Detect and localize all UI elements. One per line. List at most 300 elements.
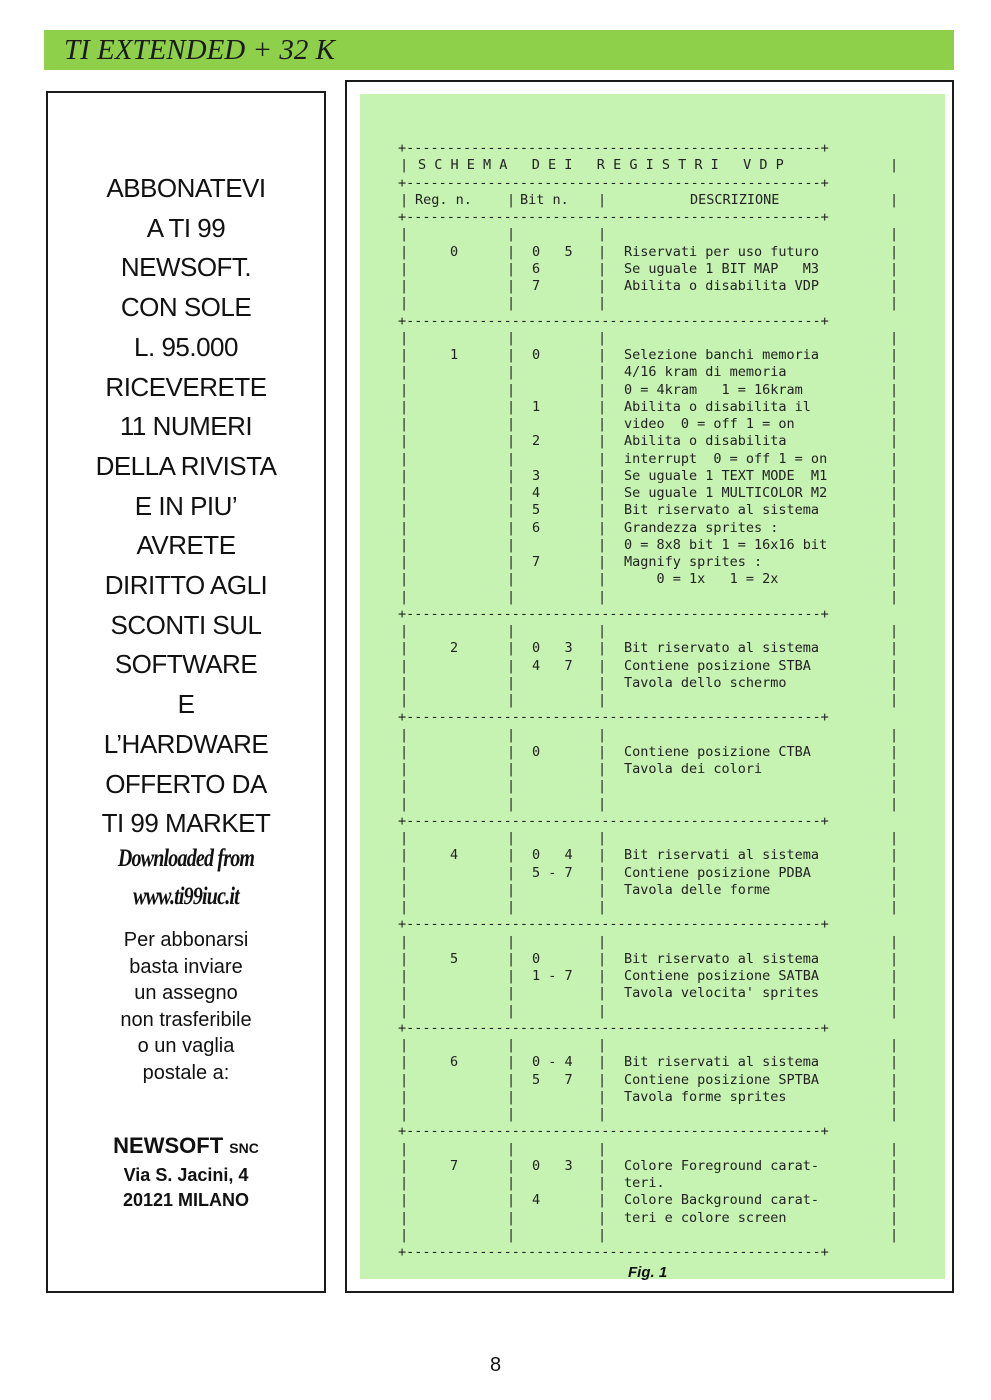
column-separator: |: [400, 588, 409, 605]
column-separator: |: [598, 692, 607, 708]
column-separator: |: [598, 1157, 607, 1174]
promo-line: OFFERTO DA: [105, 768, 267, 799]
bit-number: 5: [532, 502, 541, 519]
column-header-desc: DESCRIZIONE: [690, 191, 780, 208]
bit-number: 0: [532, 743, 541, 760]
promo-line: RICEVERETE: [105, 371, 267, 402]
column-separator: |: [890, 864, 899, 881]
column-separator: |: [507, 416, 516, 432]
column-separator: |: [400, 881, 409, 898]
column-separator: |: [507, 243, 516, 260]
column-separator: |: [507, 571, 516, 588]
column-separator: |: [598, 950, 607, 967]
table-rule: +---------------------------------------------------+: [398, 209, 829, 225]
promo-line: A TI 99: [146, 212, 226, 243]
column-separator: |: [400, 433, 409, 450]
bit-description: Contiene posizione PDBA: [624, 864, 811, 881]
column-separator: |: [507, 295, 516, 312]
bit-description: interrupt 0 = off 1 = on: [624, 450, 828, 467]
bit-number: 6: [532, 519, 541, 536]
bit-description: Tavola dei colori: [624, 761, 763, 777]
column-separator: |: [598, 674, 607, 691]
bit-description: 4/16 kram di memoria: [624, 364, 787, 381]
column-separator: |: [400, 554, 409, 570]
column-separator: |: [507, 950, 516, 967]
column-separator: |: [890, 1106, 899, 1122]
bit-description: Contiene posizione SPTBA: [624, 1071, 820, 1088]
column-separator: |: [400, 1037, 409, 1053]
column-separator: |: [598, 1037, 607, 1053]
column-separator: |: [598, 1088, 607, 1105]
column-separator: |: [400, 761, 409, 777]
column-separator: |: [890, 364, 899, 381]
bit-description: Riservati per uso futuro: [624, 243, 820, 260]
bit-description: Bit riservati al sistema: [624, 1054, 820, 1071]
bit-description: Abilita o disabilita: [624, 433, 787, 450]
column-separator: |: [400, 1071, 409, 1088]
column-separator: |: [890, 899, 899, 915]
column-separator: |: [598, 743, 607, 760]
column-separator: |: [890, 295, 899, 312]
column-separator: |: [890, 1037, 899, 1053]
promo-line: SOFTWARE: [114, 649, 258, 680]
column-separator: |: [400, 1226, 409, 1243]
column-separator: |: [400, 674, 409, 691]
bit-number: 0 3: [532, 1157, 573, 1174]
column-separator: |: [507, 933, 516, 950]
bit-number: 0 4: [532, 847, 573, 864]
column-separator: |: [598, 933, 607, 950]
column-separator: |: [598, 761, 607, 777]
column-separator: |: [598, 433, 607, 450]
column-separator: |: [598, 1054, 607, 1071]
column-separator: |: [507, 467, 516, 484]
column-separator: |: [890, 1175, 899, 1191]
column-separator: |: [507, 329, 516, 346]
column-separator: |: [400, 485, 409, 501]
column-separator: |: [890, 347, 899, 363]
column-separator: |: [598, 571, 607, 588]
column-separator: |: [890, 778, 899, 795]
company-name-line: [48, 1133, 324, 1159]
promo-line: DELLA RIVISTA: [95, 450, 277, 481]
instruction-line: non trasferibile: [120, 1008, 252, 1031]
bit-description: Tavola delle forme: [624, 881, 771, 898]
column-separator: |: [890, 157, 899, 174]
column-separator: |: [400, 1192, 409, 1209]
column-separator: |: [400, 950, 409, 967]
table-title: S C H E M A D E I R E G I S T R I V D P: [418, 157, 784, 174]
column-separator: |: [598, 847, 607, 864]
column-separator: |: [890, 1002, 899, 1019]
column-separator: |: [400, 743, 409, 760]
column-separator: |: [507, 260, 516, 277]
bit-number: 2: [532, 433, 541, 450]
column-separator: |: [598, 968, 607, 984]
bit-number: 4: [532, 1192, 541, 1209]
column-separator: |: [400, 1054, 409, 1071]
bit-description: Contiene posizione STBA: [624, 657, 811, 674]
column-separator: |: [598, 1140, 607, 1157]
column-separator: |: [400, 243, 409, 260]
column-separator: |: [598, 295, 607, 312]
column-separator: |: [598, 864, 607, 881]
table-rule: +---------------------------------------------------+: [398, 709, 829, 726]
bit-number: 6: [532, 260, 541, 277]
column-separator: |: [507, 1054, 516, 1071]
column-separator: |: [890, 1209, 899, 1226]
column-separator: |: [400, 502, 409, 519]
instruction-line: postale a:: [142, 1061, 230, 1084]
table-rule: +---------------------------------------------------+: [398, 1019, 829, 1036]
table-rule: +---------------------------------------------------+: [398, 174, 829, 191]
promo-line: NEWSOFT.: [120, 252, 252, 283]
column-separator: |: [507, 1157, 516, 1174]
column-separator: |: [598, 1175, 607, 1191]
column-separator: |: [400, 398, 409, 415]
page-number: 8: [489, 1354, 502, 1376]
column-separator: |: [598, 640, 607, 657]
bit-number: 5 - 7: [532, 864, 573, 881]
column-separator: |: [507, 778, 516, 795]
column-separator: |: [598, 416, 607, 432]
column-separator: |: [507, 433, 516, 450]
column-separator: |: [598, 657, 607, 674]
column-separator: |: [507, 554, 516, 570]
column-separator: |: [890, 243, 899, 260]
column-separator: |: [598, 1226, 607, 1243]
bit-description: Magnify sprites :: [624, 554, 763, 570]
bit-description: Tavola velocita' sprites: [624, 985, 820, 1002]
column-separator: |: [507, 278, 516, 294]
column-separator: |: [507, 692, 516, 708]
table-rule: +---------------------------------------------------+: [398, 1244, 829, 1260]
column-separator: |: [890, 1157, 899, 1174]
column-separator: |: [507, 485, 516, 501]
column-separator: |: [598, 1071, 607, 1088]
column-separator: |: [890, 502, 899, 519]
column-separator: |: [890, 191, 899, 208]
column-separator: |: [507, 347, 516, 363]
column-separator: |: [890, 830, 899, 846]
bit-description: video 0 = off 1 = on: [624, 416, 795, 432]
bit-description: Bit riservati al sistema: [624, 847, 820, 864]
bit-number: 0 - 4: [532, 1054, 573, 1071]
column-separator: |: [890, 398, 899, 415]
column-separator: |: [507, 588, 516, 605]
figure-box: [345, 80, 954, 1293]
column-separator: |: [598, 1209, 607, 1226]
column-separator: |: [890, 726, 899, 743]
column-separator: |: [890, 968, 899, 984]
column-separator: |: [507, 502, 516, 519]
column-separator: |: [507, 398, 516, 415]
column-separator: |: [890, 674, 899, 691]
column-separator: |: [890, 623, 899, 639]
register-number: 0: [450, 243, 459, 260]
column-separator: |: [890, 381, 899, 398]
column-separator: |: [400, 1140, 409, 1157]
bit-number: 3: [532, 467, 541, 484]
column-separator: |: [890, 450, 899, 467]
column-separator: |: [890, 467, 899, 484]
column-separator: |: [598, 347, 607, 363]
column-separator: |: [890, 329, 899, 346]
column-separator: |: [507, 1088, 516, 1105]
column-separator: |: [507, 1140, 516, 1157]
bit-number: 0 5: [532, 243, 573, 260]
column-separator: |: [507, 381, 516, 398]
column-separator: |: [507, 450, 516, 467]
column-separator: |: [890, 588, 899, 605]
column-separator: |: [507, 1002, 516, 1019]
figure-caption: Fig. 1: [628, 1264, 668, 1281]
column-separator: |: [598, 398, 607, 415]
column-separator: |: [400, 985, 409, 1002]
promo-line: DIRITTO AGLI: [104, 570, 268, 600]
bit-description: Tavola forme sprites: [624, 1088, 787, 1105]
column-separator: |: [400, 1175, 409, 1191]
download-line: www.ti99iuc.it: [133, 883, 239, 910]
column-header-reg: Reg. n.: [415, 191, 472, 208]
bit-description: Bit riservato al sistema: [624, 502, 820, 519]
column-separator: |: [400, 191, 409, 208]
bit-description: Grandezza sprites :: [624, 519, 779, 536]
table-rule: +---------------------------------------------------+: [398, 1123, 829, 1140]
bit-description: Contiene posizione CTBA: [624, 743, 811, 760]
column-separator: |: [400, 1002, 409, 1019]
bit-description: Bit riservato al sistema: [624, 950, 820, 967]
column-separator: |: [507, 623, 516, 639]
column-separator: |: [890, 485, 899, 501]
column-separator: |: [598, 450, 607, 467]
column-separator: |: [598, 554, 607, 570]
column-separator: |: [598, 726, 607, 743]
bit-number: 1 - 7: [532, 968, 573, 984]
column-separator: |: [890, 881, 899, 898]
bit-description: Se uguale 1 TEXT MODE M1: [624, 467, 828, 484]
column-separator: |: [400, 864, 409, 881]
column-separator: |: [890, 657, 899, 674]
column-separator: |: [400, 450, 409, 467]
column-separator: |: [400, 260, 409, 277]
column-separator: |: [400, 933, 409, 950]
header-bar: [44, 30, 954, 70]
column-separator: |: [890, 1088, 899, 1105]
column-separator: |: [507, 1192, 516, 1209]
register-number: 4: [450, 847, 459, 864]
column-separator: |: [400, 778, 409, 795]
column-separator: |: [400, 416, 409, 432]
column-separator: |: [400, 329, 409, 346]
column-separator: |: [890, 1071, 899, 1088]
column-separator: |: [507, 191, 516, 208]
column-separator: |: [507, 1175, 516, 1191]
bit-number: 5 7: [532, 1071, 573, 1088]
column-separator: |: [890, 692, 899, 708]
subscription-box: [46, 91, 326, 1293]
bit-description: teri.: [624, 1175, 665, 1191]
column-separator: |: [890, 278, 899, 294]
column-separator: |: [400, 795, 409, 812]
bit-number: 0 3: [532, 640, 573, 657]
column-separator: |: [400, 692, 409, 708]
promo-line: TI 99 MARKET: [101, 808, 271, 839]
address-street: Via S. Jacini, 4: [123, 1165, 249, 1185]
bit-description: Colore Foreground carat-: [624, 1157, 820, 1174]
column-separator: |: [890, 416, 899, 432]
column-separator: |: [507, 985, 516, 1002]
column-separator: |: [400, 381, 409, 398]
column-separator: |: [890, 1226, 899, 1243]
bit-description: Abilita o disabilita il: [624, 398, 811, 415]
column-separator: |: [400, 226, 409, 243]
column-separator: |: [890, 554, 899, 570]
bit-description: 0 = 1x 1 = 2x: [624, 571, 779, 588]
column-separator: |: [890, 985, 899, 1002]
bit-number: 1: [532, 398, 541, 415]
column-separator: |: [507, 795, 516, 812]
promo-line: 11 NUMERI: [119, 411, 253, 442]
column-separator: |: [507, 640, 516, 657]
column-separator: |: [507, 1106, 516, 1122]
column-separator: |: [400, 467, 409, 484]
column-separator: |: [598, 1002, 607, 1019]
column-separator: |: [507, 1209, 516, 1226]
column-separator: |: [400, 968, 409, 984]
column-separator: |: [890, 226, 899, 243]
column-separator: |: [890, 571, 899, 588]
column-separator: |: [507, 847, 516, 864]
column-separator: |: [400, 1088, 409, 1105]
register-number: 6: [450, 1054, 459, 1071]
column-separator: |: [507, 536, 516, 553]
column-separator: |: [400, 657, 409, 674]
table-rule: +---------------------------------------------------+: [398, 812, 829, 829]
column-separator: |: [507, 743, 516, 760]
column-separator: |: [400, 519, 409, 536]
column-separator: |: [890, 1054, 899, 1071]
column-separator: |: [890, 933, 899, 950]
column-separator: |: [890, 536, 899, 553]
column-separator: |: [400, 347, 409, 363]
column-separator: |: [598, 536, 607, 553]
instruction-line: un assegno: [134, 982, 238, 1004]
column-separator: |: [400, 623, 409, 639]
column-separator: |: [598, 519, 607, 536]
column-separator: |: [400, 1106, 409, 1122]
column-separator: |: [890, 640, 899, 657]
column-separator: |: [598, 467, 607, 484]
table-rule: +---------------------------------------------------+: [398, 605, 829, 622]
column-separator: |: [598, 588, 607, 605]
header-title: TI EXTENDED + 32 K: [64, 34, 335, 66]
column-separator: |: [507, 657, 516, 674]
column-separator: |: [598, 1106, 607, 1122]
column-separator: |: [598, 623, 607, 639]
register-number: 2: [450, 640, 459, 657]
column-separator: |: [400, 640, 409, 657]
bit-number: 0: [532, 950, 541, 967]
bit-description: 0 = 4kram 1 = 16kram: [624, 381, 803, 398]
column-separator: |: [507, 1071, 516, 1088]
promo-line: AVRETE: [136, 530, 236, 561]
bit-description: Se uguale 1 MULTICOLOR M2: [624, 485, 828, 501]
instruction-line: o un vaglia: [137, 1035, 235, 1057]
column-separator: |: [890, 260, 899, 277]
column-separator: |: [598, 191, 607, 208]
column-separator: |: [400, 157, 409, 174]
column-separator: |: [400, 1209, 409, 1226]
column-separator: |: [598, 830, 607, 846]
column-separator: |: [598, 260, 607, 277]
table-rule: +---------------------------------------------------+: [398, 140, 829, 156]
promo-line: CON SOLE: [120, 292, 252, 323]
column-separator: |: [400, 536, 409, 553]
bit-description: Abilita o disabilita VDP: [624, 278, 820, 294]
promo-line: E: [177, 689, 195, 720]
column-separator: |: [507, 761, 516, 777]
promo-line: ABBONATEVI: [106, 173, 266, 203]
bit-description: Contiene posizione SATBA: [624, 968, 820, 984]
column-separator: |: [598, 778, 607, 795]
bit-description: 0 = 8x8 bit 1 = 16x16 bit: [624, 536, 828, 553]
column-separator: |: [507, 364, 516, 381]
column-separator: |: [400, 295, 409, 312]
bit-description: Colore Background carat-: [624, 1192, 820, 1209]
column-separator: |: [400, 278, 409, 294]
column-separator: |: [598, 502, 607, 519]
bit-description: teri e colore screen: [624, 1209, 787, 1226]
column-separator: |: [890, 1140, 899, 1157]
register-number: 5: [450, 950, 459, 967]
column-separator: |: [507, 726, 516, 743]
address-city: 20121 MILANO: [122, 1190, 250, 1210]
table-rule: +---------------------------------------------------+: [398, 312, 829, 329]
column-separator: |: [507, 968, 516, 984]
bit-number: 4 7: [532, 657, 573, 674]
instruction-line: Per abbonarsi: [123, 929, 249, 951]
column-separator: |: [598, 243, 607, 260]
company-name: NEWSOFT: [113, 1133, 224, 1158]
column-separator: |: [598, 795, 607, 812]
bit-description: Se uguale 1 BIT MAP M3: [624, 260, 820, 277]
bit-number: 0: [532, 347, 541, 363]
column-separator: |: [400, 571, 409, 588]
column-separator: |: [598, 985, 607, 1002]
column-separator: |: [598, 364, 607, 381]
table-rule: +---------------------------------------------------+: [398, 916, 829, 933]
column-separator: |: [400, 726, 409, 743]
register-number: 1: [450, 347, 459, 363]
bit-description: Tavola dello schermo: [624, 674, 787, 691]
column-separator: |: [400, 899, 409, 915]
column-separator: |: [890, 795, 899, 812]
download-line: Downloaded from: [117, 845, 255, 872]
column-separator: |: [400, 830, 409, 846]
column-separator: |: [598, 1192, 607, 1209]
column-separator: |: [507, 881, 516, 898]
promo-line: L. 95.000: [134, 331, 238, 362]
column-separator: |: [890, 519, 899, 536]
column-separator: |: [507, 226, 516, 243]
column-separator: |: [890, 761, 899, 777]
promo-line: E IN PIU’: [134, 490, 238, 521]
column-separator: |: [507, 1037, 516, 1053]
bit-number: 7: [532, 554, 541, 570]
column-separator: |: [400, 847, 409, 864]
column-header-bit: Bit n.: [520, 191, 569, 208]
